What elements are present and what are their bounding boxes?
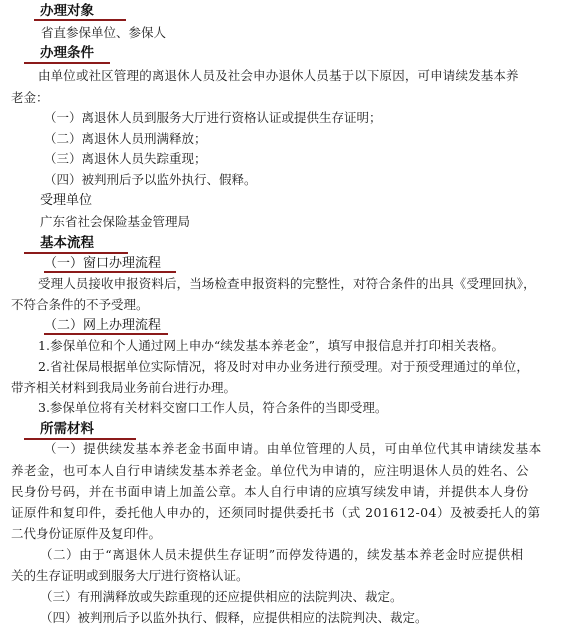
target-text: 省直参保单位、参保人 bbox=[41, 25, 167, 40]
process-online-step2-line1: 2.省社保局根据单位实际情况，将及时对申办业务进行预受理。对于预受理通过的单位， bbox=[38, 359, 529, 374]
materials-p1-line5: 二代身份证原件及复印件。 bbox=[11, 526, 162, 541]
materials-p1-line1: （一）提供续发基本养老金书面申请。由单位管理的人员，可由单位代其申请续发基本 bbox=[44, 441, 542, 456]
process-online-title: （二）网上办理流程 bbox=[44, 318, 162, 333]
materials-p2-line2: 关的生存证明或到服务大厅进行资格认证。 bbox=[11, 568, 249, 583]
conditions-item-3: （三）离退休人员失踪重现； bbox=[44, 151, 207, 166]
heading-materials: 所需材料 bbox=[40, 421, 94, 437]
conditions-item-2: （二）离退休人员刑满释放； bbox=[44, 131, 207, 146]
materials-p2-line1: （二）由于“离退休人员未提供生存证明”而停发待遇的，续发基本养老金时应提供相 bbox=[40, 547, 524, 562]
heading-underline bbox=[24, 62, 110, 64]
heading-underline bbox=[34, 19, 126, 21]
conditions-intro-line1: 由单位或社区管理的离退休人员及社会申办退休人员基于以下原因，可申请续发基本养 bbox=[38, 68, 519, 83]
process-online-step3: 3.参保单位将有关材料交窗口工作人员，符合条件的当即受理。 bbox=[38, 400, 388, 415]
process-window-line1: 受理人员接收申报资料后，当场检查申报资料的完整性，对符合条件的出具《受理回执》， bbox=[38, 276, 536, 291]
process-window-line2: 不符合条件的不予受理。 bbox=[11, 297, 149, 312]
subheading-underline bbox=[44, 271, 176, 273]
materials-p1-line4: 证原件和复印件，委托他人申办的，还须同时提供委托书（式 201612-04）及被委托人的第 bbox=[11, 505, 541, 520]
conditions-intro-line2: 老金： bbox=[11, 90, 49, 105]
materials-p4: （四）被判刑后予以监外执行、假释，应提供相应的法院判决、裁定。 bbox=[40, 610, 428, 625]
conditions-item-4: （四）被判刑后予以监外执行、假释。 bbox=[44, 172, 257, 187]
process-window-title: （一）窗口办理流程 bbox=[44, 256, 162, 271]
heading-underline bbox=[24, 438, 136, 440]
process-online-step2-line2: 带齐相关材料到我局业务前台进行办理。 bbox=[11, 380, 237, 395]
materials-p1-line3: 民身份号码，并在书面申请上加盖公章。本人自行申请的应填写续发申请，并提供本人身份 bbox=[11, 484, 530, 499]
heading-underline bbox=[24, 252, 128, 254]
heading-target: 办理对象 bbox=[40, 3, 94, 19]
materials-p3: （三）有刑满释放或失踪重现的还应提供相应的法院判决、裁定。 bbox=[40, 589, 403, 604]
heading-process: 基本流程 bbox=[40, 235, 94, 251]
office-text: 广东省社会保险基金管理局 bbox=[40, 214, 191, 229]
heading-conditions: 办理条件 bbox=[40, 45, 94, 61]
materials-p1-line2: 养老金，也可本人自行申请续发基本养老金。单位代为申请的，应注明退休人员的姓名、公 bbox=[11, 463, 530, 478]
heading-office: 受理单位 bbox=[40, 193, 93, 208]
subheading-underline bbox=[44, 333, 168, 335]
conditions-item-1: （一）离退休人员到服务大厅进行资格认证或提供生存证明； bbox=[44, 110, 382, 125]
process-online-step1: 1.参保单位和个人通过网上申办“续发基本养老金”，填写申报信息并打印相关表格。 bbox=[38, 338, 505, 353]
